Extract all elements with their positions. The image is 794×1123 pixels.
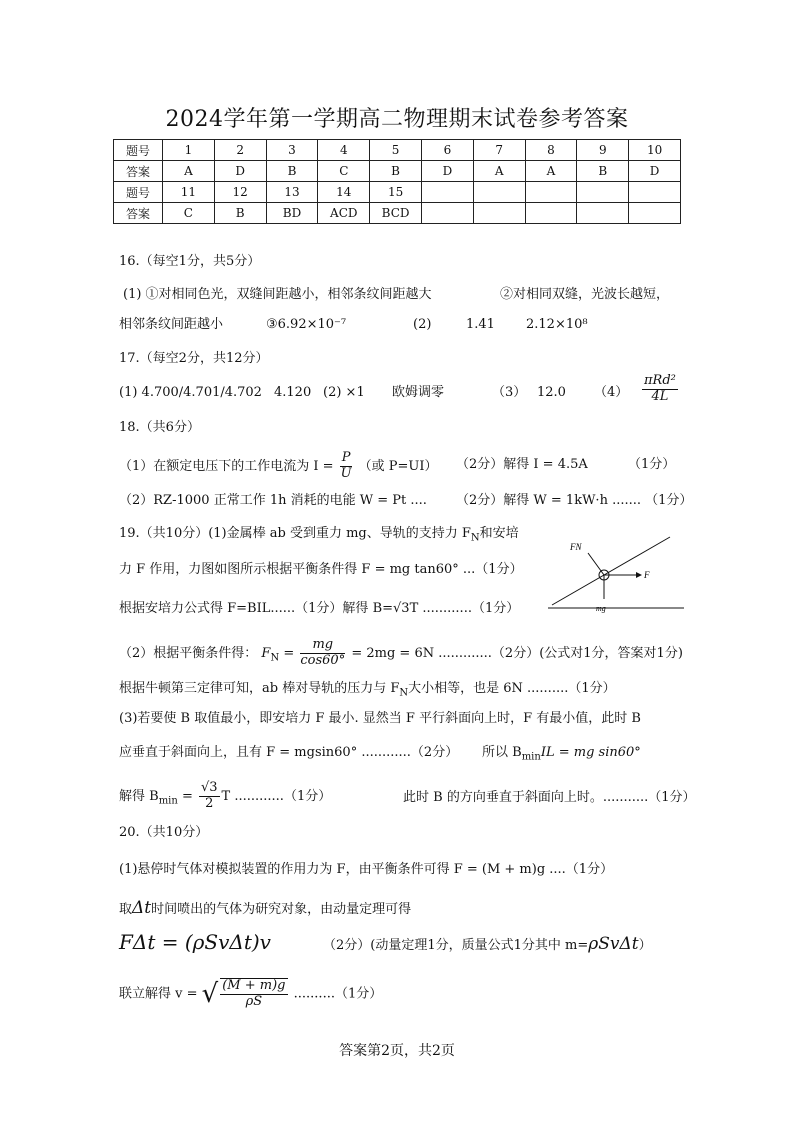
table-cell: A [163, 161, 215, 182]
table-row [114, 161, 681, 182]
frac-denominator: ρS [245, 993, 263, 1009]
table-cell [525, 203, 577, 224]
table-cell: BCD [370, 203, 422, 224]
q20-line1: (1)悬停时气体对模拟装置的作用力为 F，由平衡条件可得 F = (M + m)g ....（1分） [119, 862, 614, 877]
table-cell: 6 [421, 140, 473, 161]
arrowhead-icon [636, 572, 642, 578]
q19-line7b-text: 所以 B [482, 745, 522, 760]
q16-answer-4: 1.41 [466, 317, 495, 332]
q18-heading: 18.（共6分） [119, 420, 200, 435]
table-cell [577, 203, 629, 224]
table-cell: 1 [163, 140, 215, 161]
table-cell: A [473, 161, 525, 182]
q19-line2: 力 F 作用，力图如图所示根据平衡条件得 F = mg tan60° ...（1分） [119, 562, 523, 577]
table-cell: 5 [370, 140, 422, 161]
table-cell: A [525, 161, 577, 182]
frac-numerator: √3 [200, 780, 218, 795]
q20-note-text: （2分）(动量定理1分，质量公式1分其中 m= [323, 938, 589, 953]
table-cell [473, 182, 525, 203]
q16-heading: 16.（每空1分，共5分） [119, 254, 261, 269]
q19-fn: F [261, 645, 271, 661]
normal-force-arrow [588, 553, 604, 575]
q20-momentum-equation: FΔt = (ρSvΔt)v [119, 930, 271, 954]
table-cell: 14 [318, 182, 370, 203]
q19-line4d: = 2mg = 6N .............（2分）(公式对1分，答案对1分) [347, 645, 683, 661]
q17-answer-1: (1) 4.700/4.701/4.702 [119, 385, 262, 400]
table-cell [629, 182, 681, 203]
q19-line5-text: 根据牛顿第三定律可知，ab 棒对导轨的压力与 F [119, 681, 400, 696]
table-cell: 8 [525, 140, 577, 161]
table-cell: 2 [214, 140, 266, 161]
subscript: N [399, 687, 409, 699]
table-row [114, 203, 681, 224]
table-cell: B [266, 161, 318, 182]
q18-line1c: （2分）解得 I = 4.5A [456, 457, 588, 472]
table-cell [629, 203, 681, 224]
q19-line4 [119, 638, 683, 669]
table-cell: 答案 [114, 161, 163, 182]
q19-line7a: 应垂直于斜面向上，且有 F = mgsin60° ............（2分） [119, 745, 459, 760]
table-cell: B [214, 203, 266, 224]
label-mg: mg [596, 604, 606, 613]
table-cell: 3 [266, 140, 318, 161]
q19-line3: 根据安培力公式得 F=BIL......（1分）解得 B=√3T ............（1分） [119, 601, 520, 616]
table-cell [577, 182, 629, 203]
table-cell: 11 [163, 182, 215, 203]
q19-line4a: （2）根据平衡条件得： [119, 645, 258, 661]
frac-numerator: mg [300, 638, 345, 654]
table-cell: 题号 [114, 182, 163, 203]
q17-part3-label: （3） [492, 385, 527, 400]
table-cell [473, 203, 525, 224]
q18-line1b: （或 P=UI） [358, 458, 438, 474]
q20-line2c: 时间喷出的气体为研究对象，由动量定理可得 [151, 902, 412, 917]
table-cell: ACD [318, 203, 370, 224]
table-cell: 4 [318, 140, 370, 161]
subscript: N [270, 652, 280, 664]
frac-denominator: 4L [651, 388, 669, 404]
frac-denominator: cos60° [300, 652, 346, 668]
q19-line8-equals: = [177, 788, 197, 804]
q19-line5-text-b: 大小相等，也是 6N ..........（1分） [408, 681, 616, 696]
q16-line2a: 相邻条纹间距越小 [119, 317, 224, 332]
label-fn: FN [570, 542, 582, 552]
q19-line7c: IL = mg sin60° [540, 745, 641, 760]
q17-formula [640, 374, 680, 405]
table-cell: D [421, 161, 473, 182]
sqrt-icon: √ $\frac{(M + m)g}{\rho S}$ [201, 978, 286, 1009]
table-row [114, 182, 681, 203]
q20-line4 [119, 978, 382, 1010]
table-cell: 13 [266, 182, 318, 203]
q17-answer-5: 12.0 [537, 385, 566, 400]
force-diagram [548, 533, 688, 615]
q19-line1-text: 19.（共10分）(1)金属棒 ab 受到重力 mg、导轨的支持力 F [119, 526, 471, 541]
table-cell: B [577, 161, 629, 182]
q16-line1b: ②对相同双缝，光波长越短， [500, 287, 670, 302]
q19-line1-text-b: 和安培 [479, 526, 519, 541]
q17-part4-label: （4） [594, 385, 629, 400]
q19-line5 [119, 682, 616, 699]
q16-line1a: (1) ①对相同色光，双缝间距越小，相邻条纹间距越大 [123, 287, 432, 302]
table-cell: 10 [629, 140, 681, 161]
q19-line8 [119, 781, 331, 812]
answer-table [113, 139, 681, 224]
frac-numerator: (M + m)g [222, 978, 286, 993]
q20-equation-note [323, 936, 652, 953]
q19-line8a: 解得 B [119, 788, 159, 804]
label-f: F [644, 570, 650, 580]
subscript: min [158, 795, 178, 807]
q19-line8d: 此时 B 的方向垂直于斜面向上时。...........（1分） [403, 790, 696, 805]
q16-part2-label: (2) [413, 317, 432, 332]
q20-line4b: ..........（1分） [293, 986, 383, 1002]
q20-mass-formula: ρSvΔt [588, 934, 639, 954]
page-footer: 答案第2页，共2页 [339, 1043, 455, 1059]
table-cell [421, 182, 473, 203]
table-cell [421, 203, 473, 224]
table-cell: BD [266, 203, 318, 224]
table-cell: 15 [370, 182, 422, 203]
frac-numerator: P [341, 450, 351, 465]
q19-line8c: T ............（1分） [221, 788, 332, 804]
frac-denominator: U [340, 465, 352, 481]
frac-numerator: πRd² [644, 373, 676, 388]
table-cell: 答案 [114, 203, 163, 224]
q17-heading: 17.（每空2分，共12分） [119, 351, 269, 366]
table-cell [525, 182, 577, 203]
subscript: min [521, 751, 541, 763]
q20-line4a: 联立解得 v = [119, 986, 198, 1002]
q19-equals: = [279, 645, 299, 661]
q19-line7b [482, 746, 641, 763]
table-cell: C [163, 203, 215, 224]
table-cell: B [370, 161, 422, 182]
q19-line1 [119, 527, 519, 544]
table-cell: 9 [577, 140, 629, 161]
page-title: 2024学年第一学期高二物理期末试卷参考答案 [165, 107, 629, 132]
table-cell: 7 [473, 140, 525, 161]
table-cell: D [629, 161, 681, 182]
q18-line2b: （2分）解得 W = 1kW·h ....... （1分） [456, 493, 693, 508]
table-cell: 12 [214, 182, 266, 203]
q17-answer-4: 欧姆调零 [392, 385, 445, 400]
q18-line1a: （1）在额定电压下的工作电流为 I = [119, 458, 334, 474]
q16-answer-3: ③6.92×10⁻⁷ [266, 317, 347, 332]
q20-line2 [119, 900, 411, 917]
table-cell: C [318, 161, 370, 182]
frac-denominator: 2 [205, 795, 214, 811]
table-row [114, 140, 681, 161]
q20-line2a: 取 [119, 902, 133, 917]
q16-answer-5: 2.12×10⁸ [526, 317, 588, 332]
table-cell: 题号 [114, 140, 163, 161]
subscript: N [470, 532, 480, 544]
q19-line6: (3)若要使 B 取值最小，即安培力 F 最小. 显然当 F 平行斜面向上时，F 有最小值，此时 B [119, 711, 641, 726]
q18-line2a: （2）RZ-1000 正常工作 1h 消耗的电能 W = Pt .... [119, 493, 427, 508]
q17-answer-3: (2) ×1 [323, 385, 365, 400]
q17-answer-2: 4.120 [274, 385, 312, 400]
table-cell: D [214, 161, 266, 182]
q20-heading: 20.（共10分） [119, 825, 209, 840]
q20-delta-t: Δt [132, 898, 152, 918]
q18-line1d: （1分） [628, 457, 676, 472]
q18-line1 [119, 451, 437, 482]
q20-note-end: ） [638, 938, 652, 953]
